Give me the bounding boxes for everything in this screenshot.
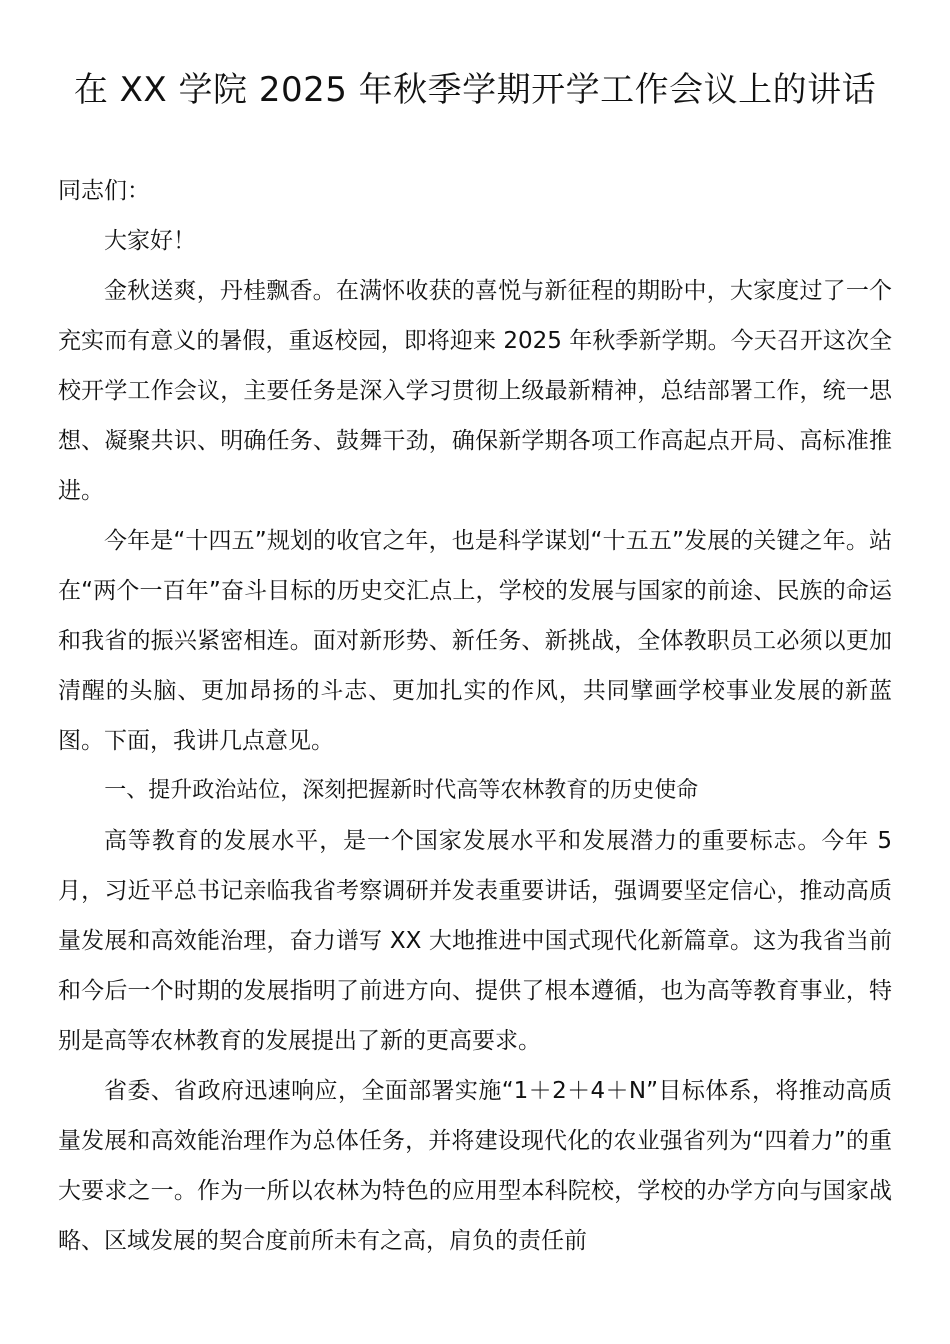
paragraph-section1-a: 高等教育的发展水平，是一个国家发展水平和发展潜力的重要标志。今年 5 月，习近平总书记亲临我省考察调研并发表重要讲话，强调要坚定信心，推动高质量发展和高效能治理，奋力谱写 XX 大地推进中国式现代化新篇章。这为我省当前和今后一个时期的发展指明了前进方向、提供了根本遵循，也为高等教育事业，特别是高等农林教育的发展提出了新的更高要求。	[58, 828, 892, 1054]
paragraph-section1-b: 省委、省政府迅速响应，全面部署实施“1＋2＋4＋N”目标体系，将推动高质量发展和高效能治理作为总体任务，并将建设现代化的农业强省列为“四着力”的重大要求之一。作为一所以农林为特色的应用型本科院校，学校的办学方向与国家战略、区域发展的契合度前所未有之高，肩负的责任前	[58, 1078, 892, 1254]
section-heading-1: 一、提升政治站位，深刻把握新时代高等农林教育的历史使命	[104, 778, 699, 803]
paragraph-context: 今年是“十四五”规划的收官之年，也是科学谋划“十五五”发展的关键之年。站在“两个一百年”奋斗目标的历史交汇点上，学校的发展与国家的前途、民族的命运和我省的振兴紧密相连。面对新形势、新任务、新挑战，全体教职员工必须以更加清醒的头脑、更加昂扬的斗志、更加扎实的作风，共同擘画学校事业发展的新蓝图。下面，我讲几点意见。	[58, 528, 892, 754]
paragraph-opening: 金秋送爽，丹桂飘香。在满怀收获的喜悦与新征程的期盼中，大家度过了一个充实而有意义的暑假，重返校园，即将迎来 2025 年秋季新学期。今天召开这次全校开学工作会议，主要任务是深入学习贯彻上级最新精神，总结部署工作，统一思想、凝聚共识、明确任务、鼓舞干劲，确保新学期各项工作高起点开局、高标准推进。	[58, 278, 892, 504]
salutation: 同志们：	[58, 178, 150, 204]
paragraph-greeting: 大家好！	[104, 228, 196, 254]
speech-body	[58, 166, 892, 1266]
document-title: 在 XX 学院 2025 年秋季学期开学工作会议上的讲话	[73, 70, 877, 110]
